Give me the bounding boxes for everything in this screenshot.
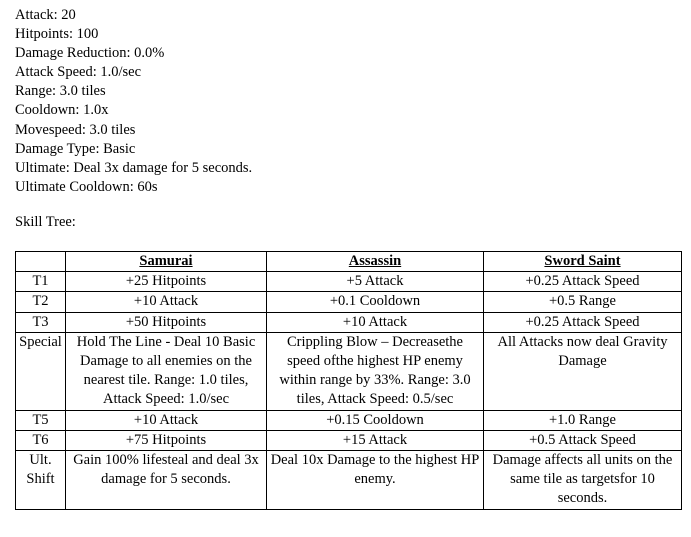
stats-block — [15, 6, 252, 197]
header-assassin: Assassin — [267, 252, 484, 272]
table-cell: +25 Hitpoints — [66, 272, 267, 292]
table-cell: +50 Hitpoints — [66, 312, 267, 332]
table-row — [16, 410, 682, 430]
table-cell: +10 Attack — [66, 292, 267, 312]
stat-damage-type: Damage Type: Basic — [15, 140, 136, 157]
table-row — [16, 451, 682, 510]
table-cell: +15 Attack — [267, 430, 484, 450]
table-cell: +5 Attack — [267, 272, 484, 292]
table-cell: +0.5 Attack Speed — [484, 430, 682, 450]
row-label: T3 — [16, 312, 66, 332]
header-corner — [16, 252, 66, 272]
row-label: Ult. Shift — [16, 451, 66, 510]
stat-ultimate-cooldown: Ultimate Cooldown: 60s — [15, 178, 158, 195]
table-cell: +10 Attack — [267, 312, 484, 332]
stat-movespeed: Movespeed: 3.0 tiles — [15, 121, 136, 138]
header-samurai: Samurai — [66, 252, 267, 272]
table-cell: +0.25 Attack Speed — [484, 272, 682, 292]
row-label: T2 — [16, 292, 66, 312]
table-cell: +0.1 Cooldown — [267, 292, 484, 312]
skill-tree-title: Skill Tree: — [15, 214, 76, 230]
skill-tree-table — [15, 251, 682, 510]
stat-hitpoints: Hitpoints: 100 — [15, 26, 99, 43]
stat-range: Range: 3.0 tiles — [15, 83, 106, 100]
header-sword-saint: Sword Saint — [484, 252, 682, 272]
table-header-row — [16, 252, 682, 272]
table-cell: Deal 10x Damage to the highest HP enemy. — [267, 451, 484, 510]
table-cell: Gain 100% lifesteal and deal 3x damage for 5 seconds. — [66, 451, 267, 510]
table-cell: +0.5 Range — [484, 292, 682, 312]
table-row — [16, 332, 682, 410]
stat-attack-speed: Attack Speed: 1.0/sec — [15, 64, 142, 81]
stat-cooldown: Cooldown: 1.0x — [15, 102, 109, 119]
table-cell: +75 Hitpoints — [66, 430, 267, 450]
stat-attack: Attack: 20 — [15, 7, 76, 23]
table-cell: +10 Attack — [66, 410, 267, 430]
stat-ultimate: Ultimate: Deal 3x damage for 5 seconds. — [15, 159, 253, 176]
table-cell: Damage affects all units on the same tile as targetsfor 10 seconds. — [484, 451, 682, 510]
row-label: T6 — [16, 430, 66, 450]
row-label: T1 — [16, 272, 66, 292]
table-cell: Hold The Line - Deal 10 Basic Damage to all enemies on the nearest tile. Range: 1.0 tiles, Attack Speed: 1.0/sec — [66, 332, 267, 410]
table-row — [16, 312, 682, 332]
table-row — [16, 430, 682, 450]
stat-damage-reduction: Damage Reduction: 0.0% — [15, 45, 165, 62]
table-cell: +1.0 Range — [484, 410, 682, 430]
table-cell: +0.15 Cooldown — [267, 410, 484, 430]
table-row — [16, 272, 682, 292]
table-cell: +0.25 Attack Speed — [484, 312, 682, 332]
row-label: Special — [16, 332, 66, 410]
table-cell: Crippling Blow – Decreasethe speed ofthe highest HP enemy within range by 33%. Range: 3.0 tiles, Attack Speed: 0.5/sec — [267, 332, 484, 410]
row-label: T5 — [16, 410, 66, 430]
table-cell: All Attacks now deal Gravity Damage — [484, 332, 682, 410]
table-row — [16, 292, 682, 312]
